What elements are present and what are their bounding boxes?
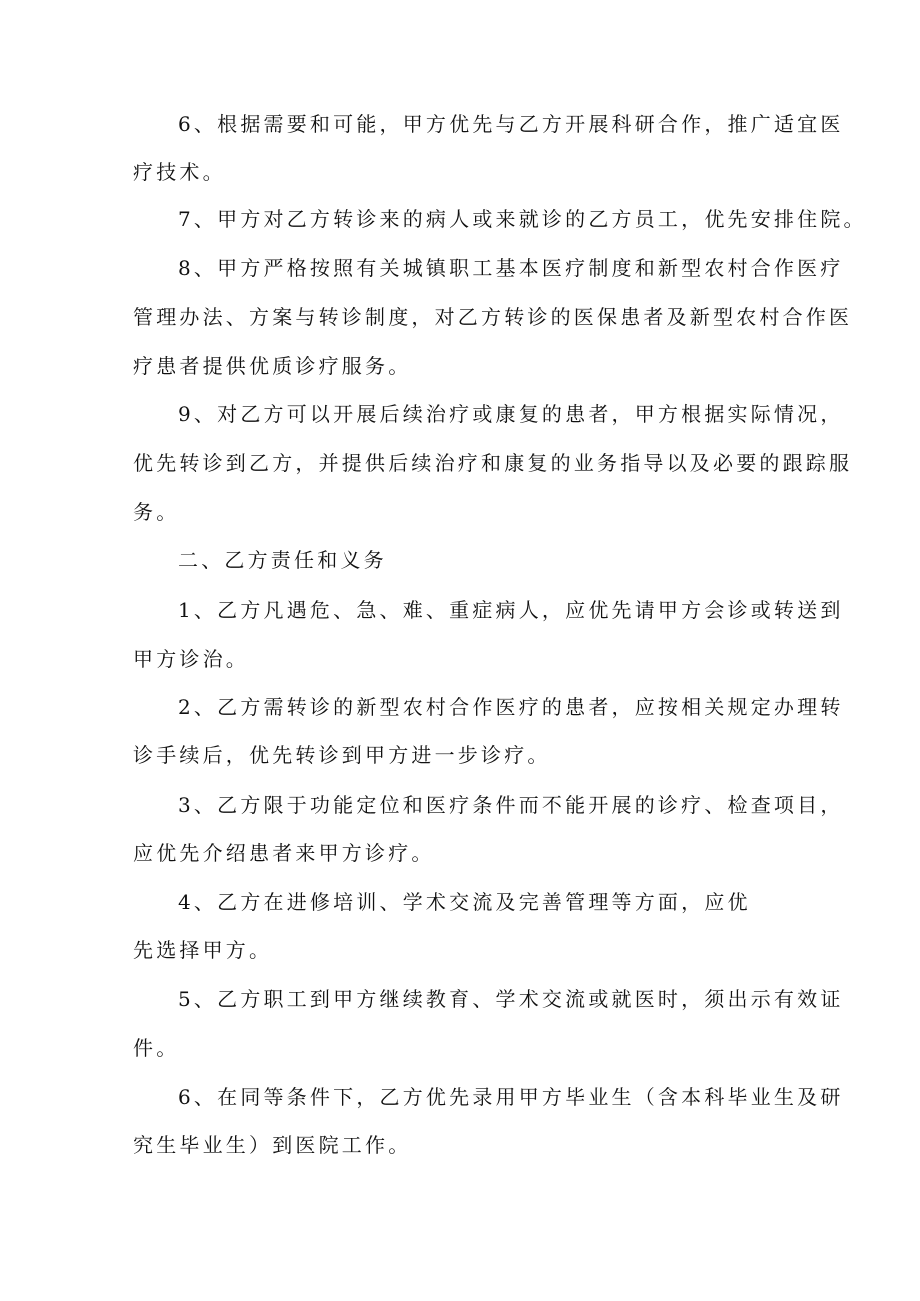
paragraph-9a-line-3: 务。 — [133, 500, 180, 524]
paragraph-9a-line-1: 9、对乙方可以开展后续治疗或康复的患者，甲方根据实际情况， — [178, 402, 844, 426]
paragraph-4b-line-1: 4、乙方在进修培训、学术交流及完善管理等方面，应优 — [178, 890, 751, 914]
paragraph-6a-line-2: 疗技术。 — [133, 160, 226, 184]
paragraph-2b-line-1: 2、乙方需转诊的新型农村合作医疗的患者，应按相关规定办理转 — [178, 695, 844, 719]
paragraph-8a-line-1: 8、甲方严格按照有关城镇职工基本医疗制度和新型农村合作医疗 — [178, 256, 844, 280]
paragraph-3b-line-2: 应优先介绍患者来甲方诊疗。 — [133, 841, 435, 865]
paragraph-9a-line-2: 优先转诊到乙方，并提供后续治疗和康复的业务指导以及必要的跟踪服 — [133, 451, 853, 475]
paragraph-1b-line-1: 1、乙方凡遇危、急、难、重症病人，应优先请甲方会诊或转送到 — [178, 598, 844, 622]
paragraph-8a-line-3: 疗患者提供优质诊疗服务。 — [133, 354, 412, 378]
paragraph-5b-line-2: 件。 — [133, 1036, 180, 1060]
paragraph-3b-line-1: 3、乙方限于功能定位和医疗条件而不能开展的诊疗、检查项目， — [178, 793, 844, 817]
paragraph-4b-line-2: 先选择甲方。 — [133, 938, 273, 962]
paragraph-6a-line-1: 6、根据需要和可能，甲方优先与乙方开展科研合作，推广适宜医 — [178, 112, 844, 136]
paragraph-7a-line-1: 7、甲方对乙方转诊来的病人或来就诊的乙方员工，优先安排住院。 — [178, 207, 867, 231]
paragraph-6b-line-2: 究生毕业生）到医院工作。 — [133, 1133, 412, 1157]
paragraph-2b-line-2: 诊手续后，优先转诊到甲方进一步诊疗。 — [133, 743, 551, 767]
paragraph-5b-line-1: 5、乙方职工到甲方继续教育、学术交流或就医时，须出示有效证 — [178, 987, 844, 1011]
paragraph-8a-line-2: 管理办法、方案与转诊制度，对乙方转诊的医保患者及新型农村合作医 — [133, 305, 853, 329]
paragraph-6b-line-1: 6、在同等条件下，乙方优先录用甲方毕业生（含本科毕业生及研 — [178, 1085, 844, 1109]
section-heading-party-b: 二、乙方责任和义务 — [178, 548, 387, 572]
paragraph-1b-line-2: 甲方诊治。 — [133, 647, 249, 671]
